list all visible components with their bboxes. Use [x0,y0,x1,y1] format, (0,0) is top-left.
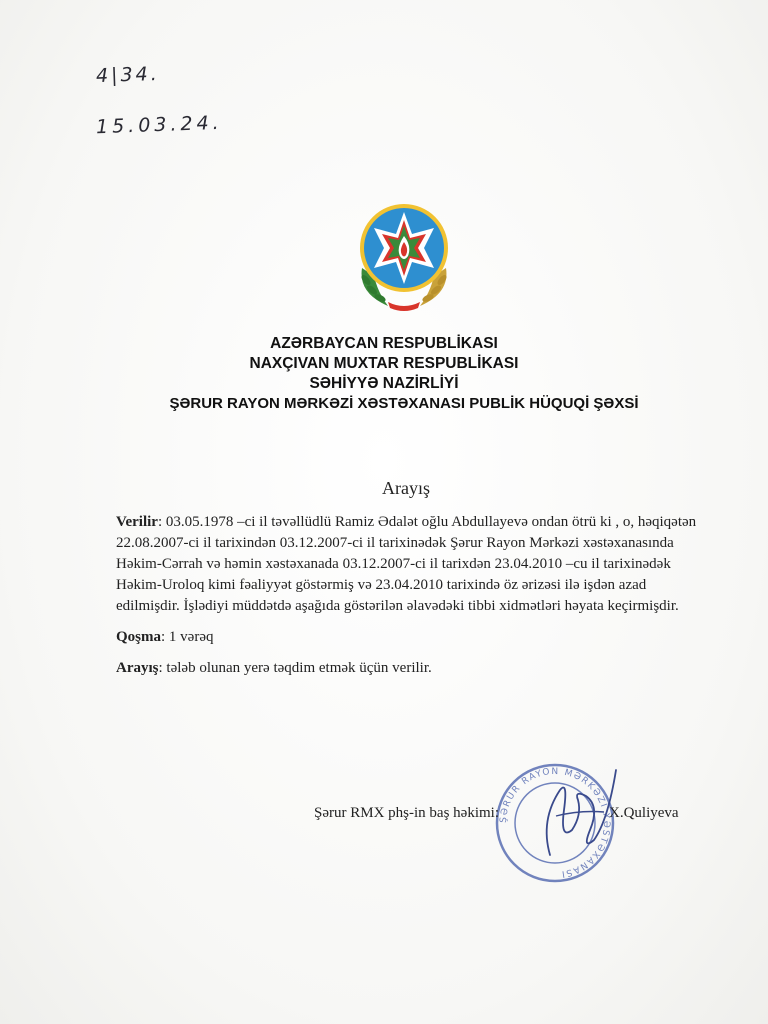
document-body [116,512,712,679]
signatory-name: X.Quliyeva [609,805,679,821]
signatory-position: Şərur RMX phş-in baş həkimi: [314,805,499,821]
qosma-paragraph [116,627,712,648]
header-country: AZƏRBAYCAN RESPUBLİKASI [270,335,498,352]
document-title: Arayış [382,478,430,498]
header-hospital: ŞƏRUR RAYON MƏRKƏZİ XƏSTƏXANASI PUBLİK HÜQUQİ ŞƏXSİ [169,395,639,412]
header-ministry: SƏHİYYƏ NAZİRLİYİ [309,375,459,392]
qosma-text: : 1 vərəq [161,629,214,645]
header-republic: NAXÇIVAN MUXTAR RESPUBLİKASI [249,355,519,372]
arayis-paragraph [116,658,712,679]
stamp-text: ŞƏRUR RAYON MƏRKƏZİ XƏSTƏXANASI [498,766,612,879]
handwritten-date: 15.03.24. [95,111,224,139]
verilir-text: : 03.05.1978 –ci il təvəllüdlü Ramiz Ədalət oğlu Abdullayevə ondan ötrü ki , o, həqiqətən 22.08.2007-ci il tarixindən 03.12.2007-ci il tarixinədək Şərur Rayon Mərkəzi xəstəxanasında Həkim-Cərrah və həmin xəstəxanada 03.12.2007-ci il tarixdən 23.04.2010 –cu il tarixinədək Həkim-Uroloq kimi fəaliyyət göstərmiş və 23.04.2010 tarixində öz ərizəsi ilə işdən azad edilmişdir. İşlədiyi müddətdə aşağıda göstərilən əlavədəki tibbi xidmətləri həyata keçirmişdir. [116,514,697,614]
institution-header [0,334,768,414]
verilir-paragraph [116,512,712,617]
verilir-label: Verilir [116,514,158,530]
handwritten-reference-number: 4|34. [95,62,161,88]
qosma-label: Qoşma [116,629,161,645]
arayis-text: : tələb olunan yerə təqdim etmək üçün verilir. [158,660,432,676]
state-emblem-icon [348,198,460,316]
arayis-label: Arayış [116,660,159,676]
